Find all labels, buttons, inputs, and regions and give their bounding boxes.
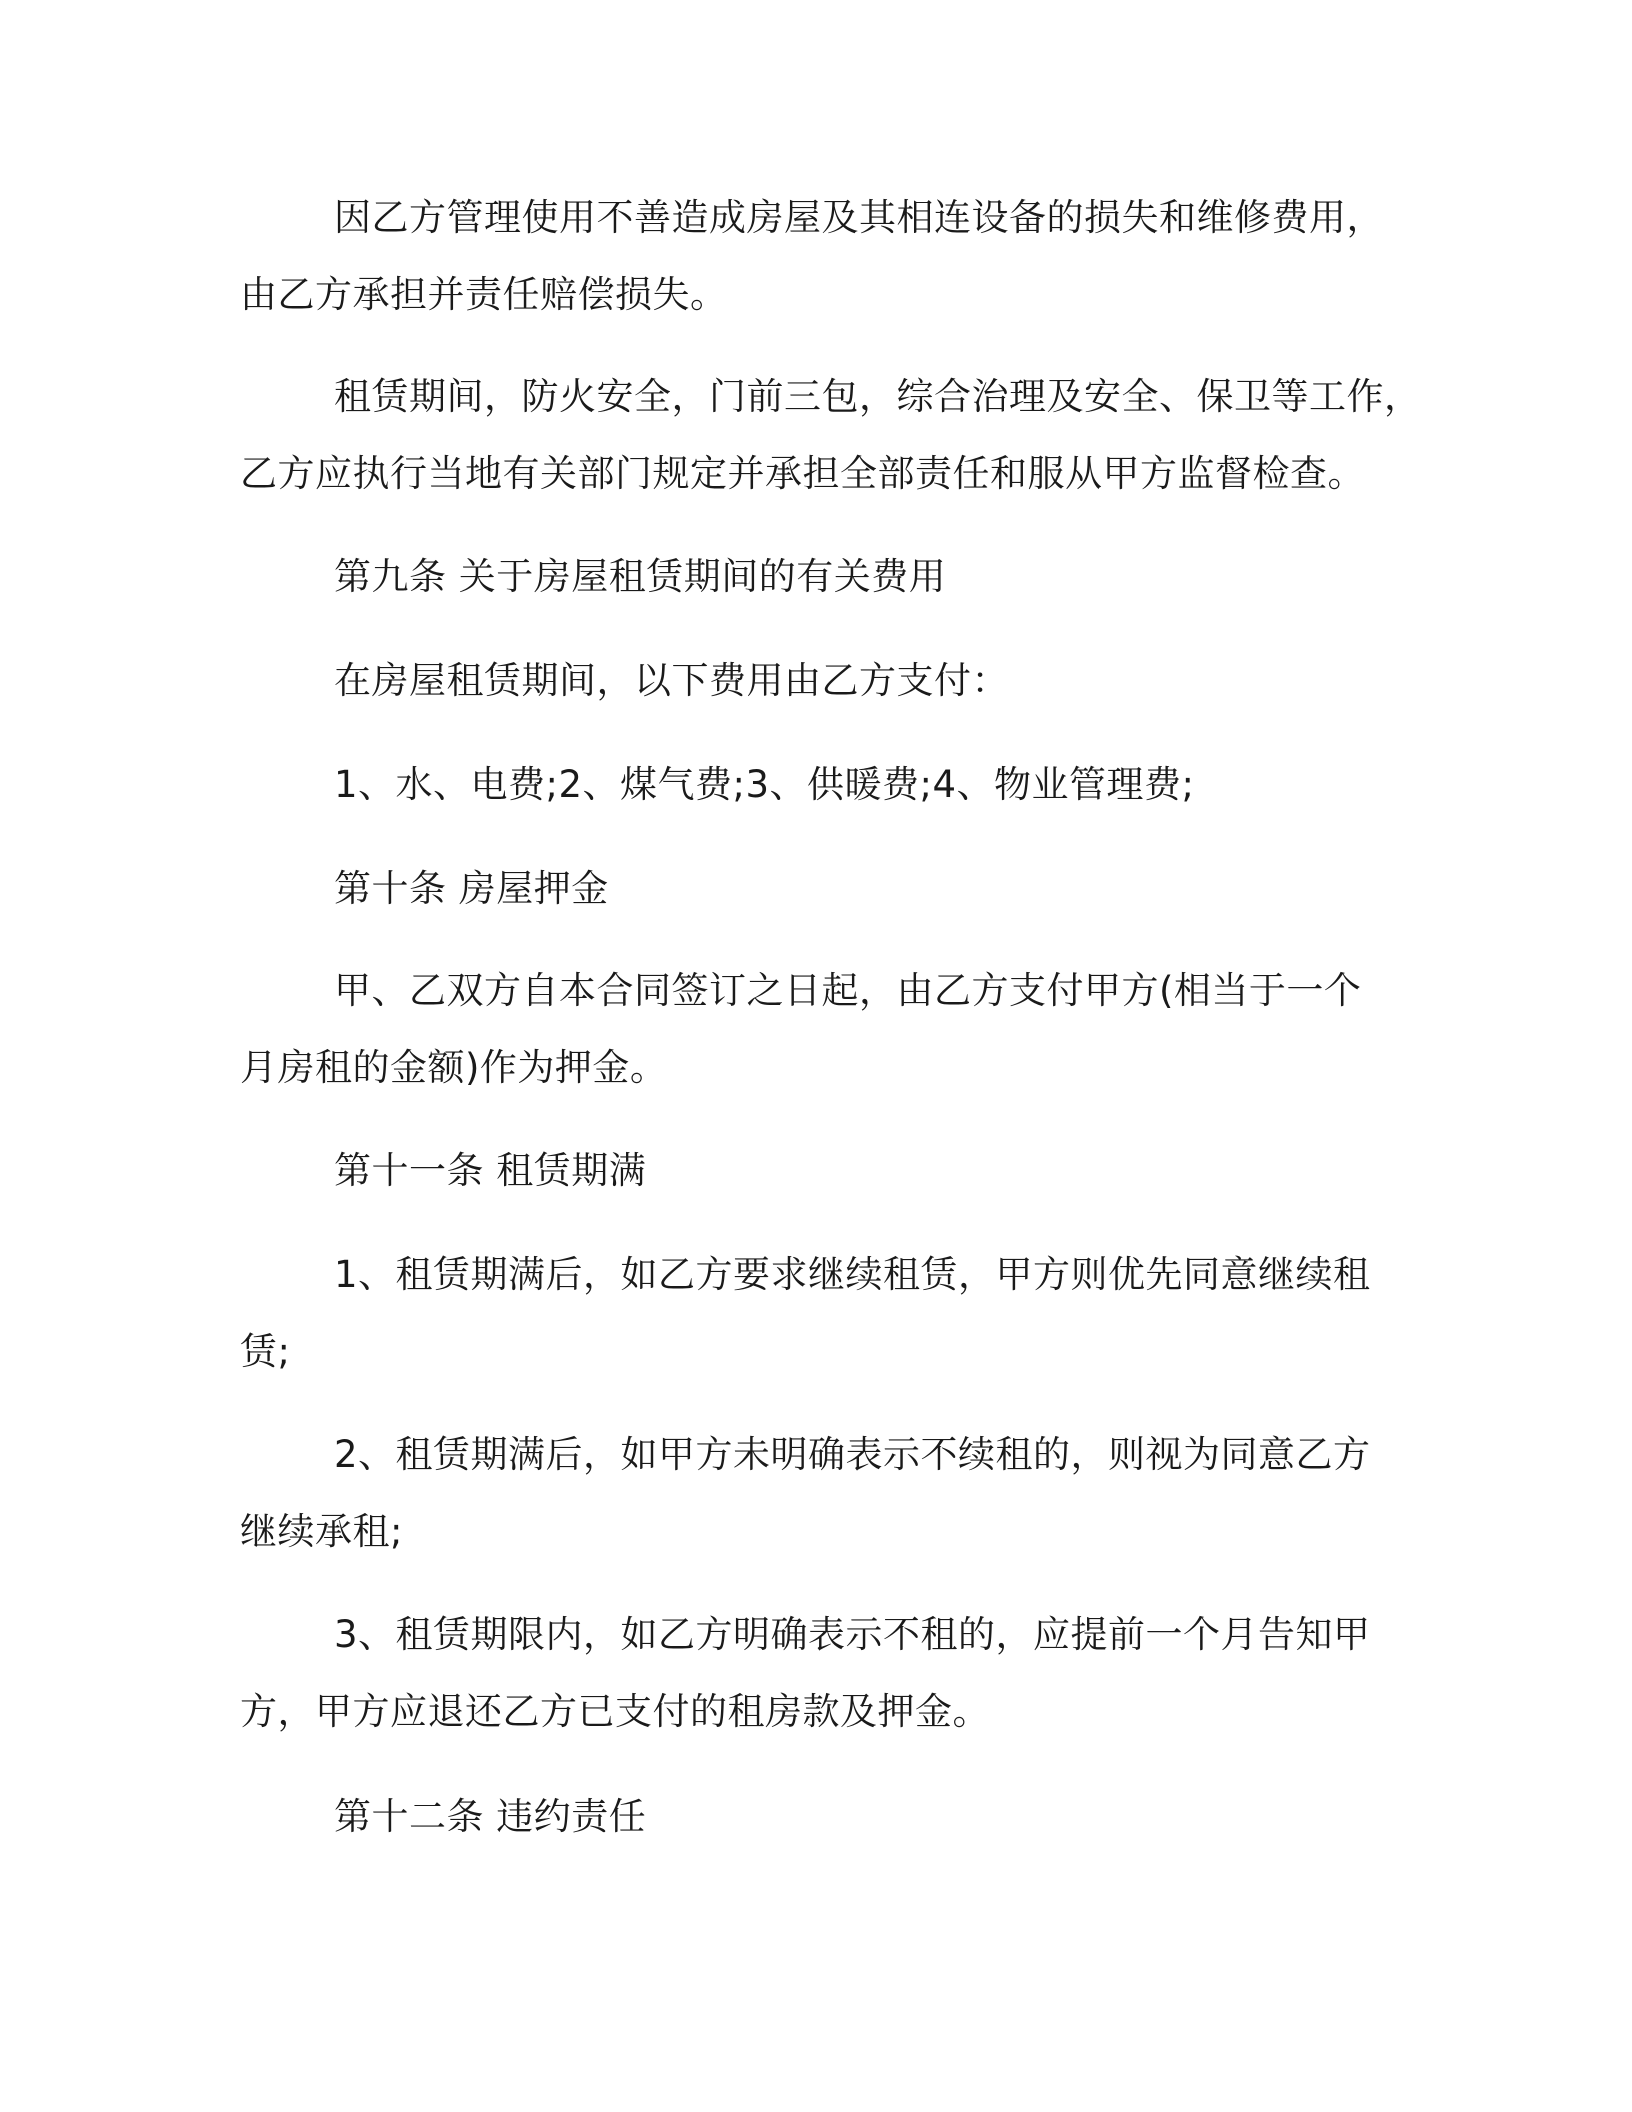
paragraph-line: 3、租赁期限内，如乙方明确表示不租的，应提前一个月告知甲 <box>334 1613 1371 1656</box>
paragraph-line: 因乙方管理使用不善造成房屋及其相连设备的损失和维修费用， <box>334 196 1384 239</box>
section-heading: 第九条 关于房屋租赁期间的有关费用 <box>334 555 947 598</box>
paragraph-line: 1、租赁期满后，如乙方要求继续租赁，甲方则优先同意继续租 <box>334 1253 1371 1296</box>
paragraph-line: 在房屋租赁期间，以下费用由乙方支付： <box>334 659 1009 702</box>
paragraph-line: 1、水、电费;2、煤气费;3、供暖费;4、物业管理费; <box>334 763 1195 806</box>
paragraph-line: 赁; <box>240 1330 291 1373</box>
paragraph-line: 继续承租; <box>240 1510 403 1553</box>
paragraph-line: 租赁期间，防火安全，门前三包，综合治理及安全、保卫等工作， <box>334 375 1422 418</box>
paragraph-line: 2、租赁期满后，如甲方未明确表示不续租的，则视为同意乙方 <box>334 1433 1371 1476</box>
section-heading: 第十一条 租赁期满 <box>334 1149 647 1192</box>
section-heading: 第十条 房屋押金 <box>334 867 609 910</box>
paragraph-line: 由乙方承担并责任赔偿损失。 <box>240 273 728 316</box>
paragraph-line: 乙方应执行当地有关部门规定并承担全部责任和服从甲方监督检查。 <box>240 452 1365 495</box>
paragraph-line: 方，甲方应退还乙方已支付的租房款及押金。 <box>240 1690 990 1733</box>
paragraph-line: 月房租的金额)作为押金。 <box>240 1046 668 1089</box>
section-heading: 第十二条 违约责任 <box>334 1795 647 1838</box>
paragraph-line: 甲、乙双方自本合同签订之日起，由乙方支付甲方(相当于一个 <box>334 969 1362 1012</box>
